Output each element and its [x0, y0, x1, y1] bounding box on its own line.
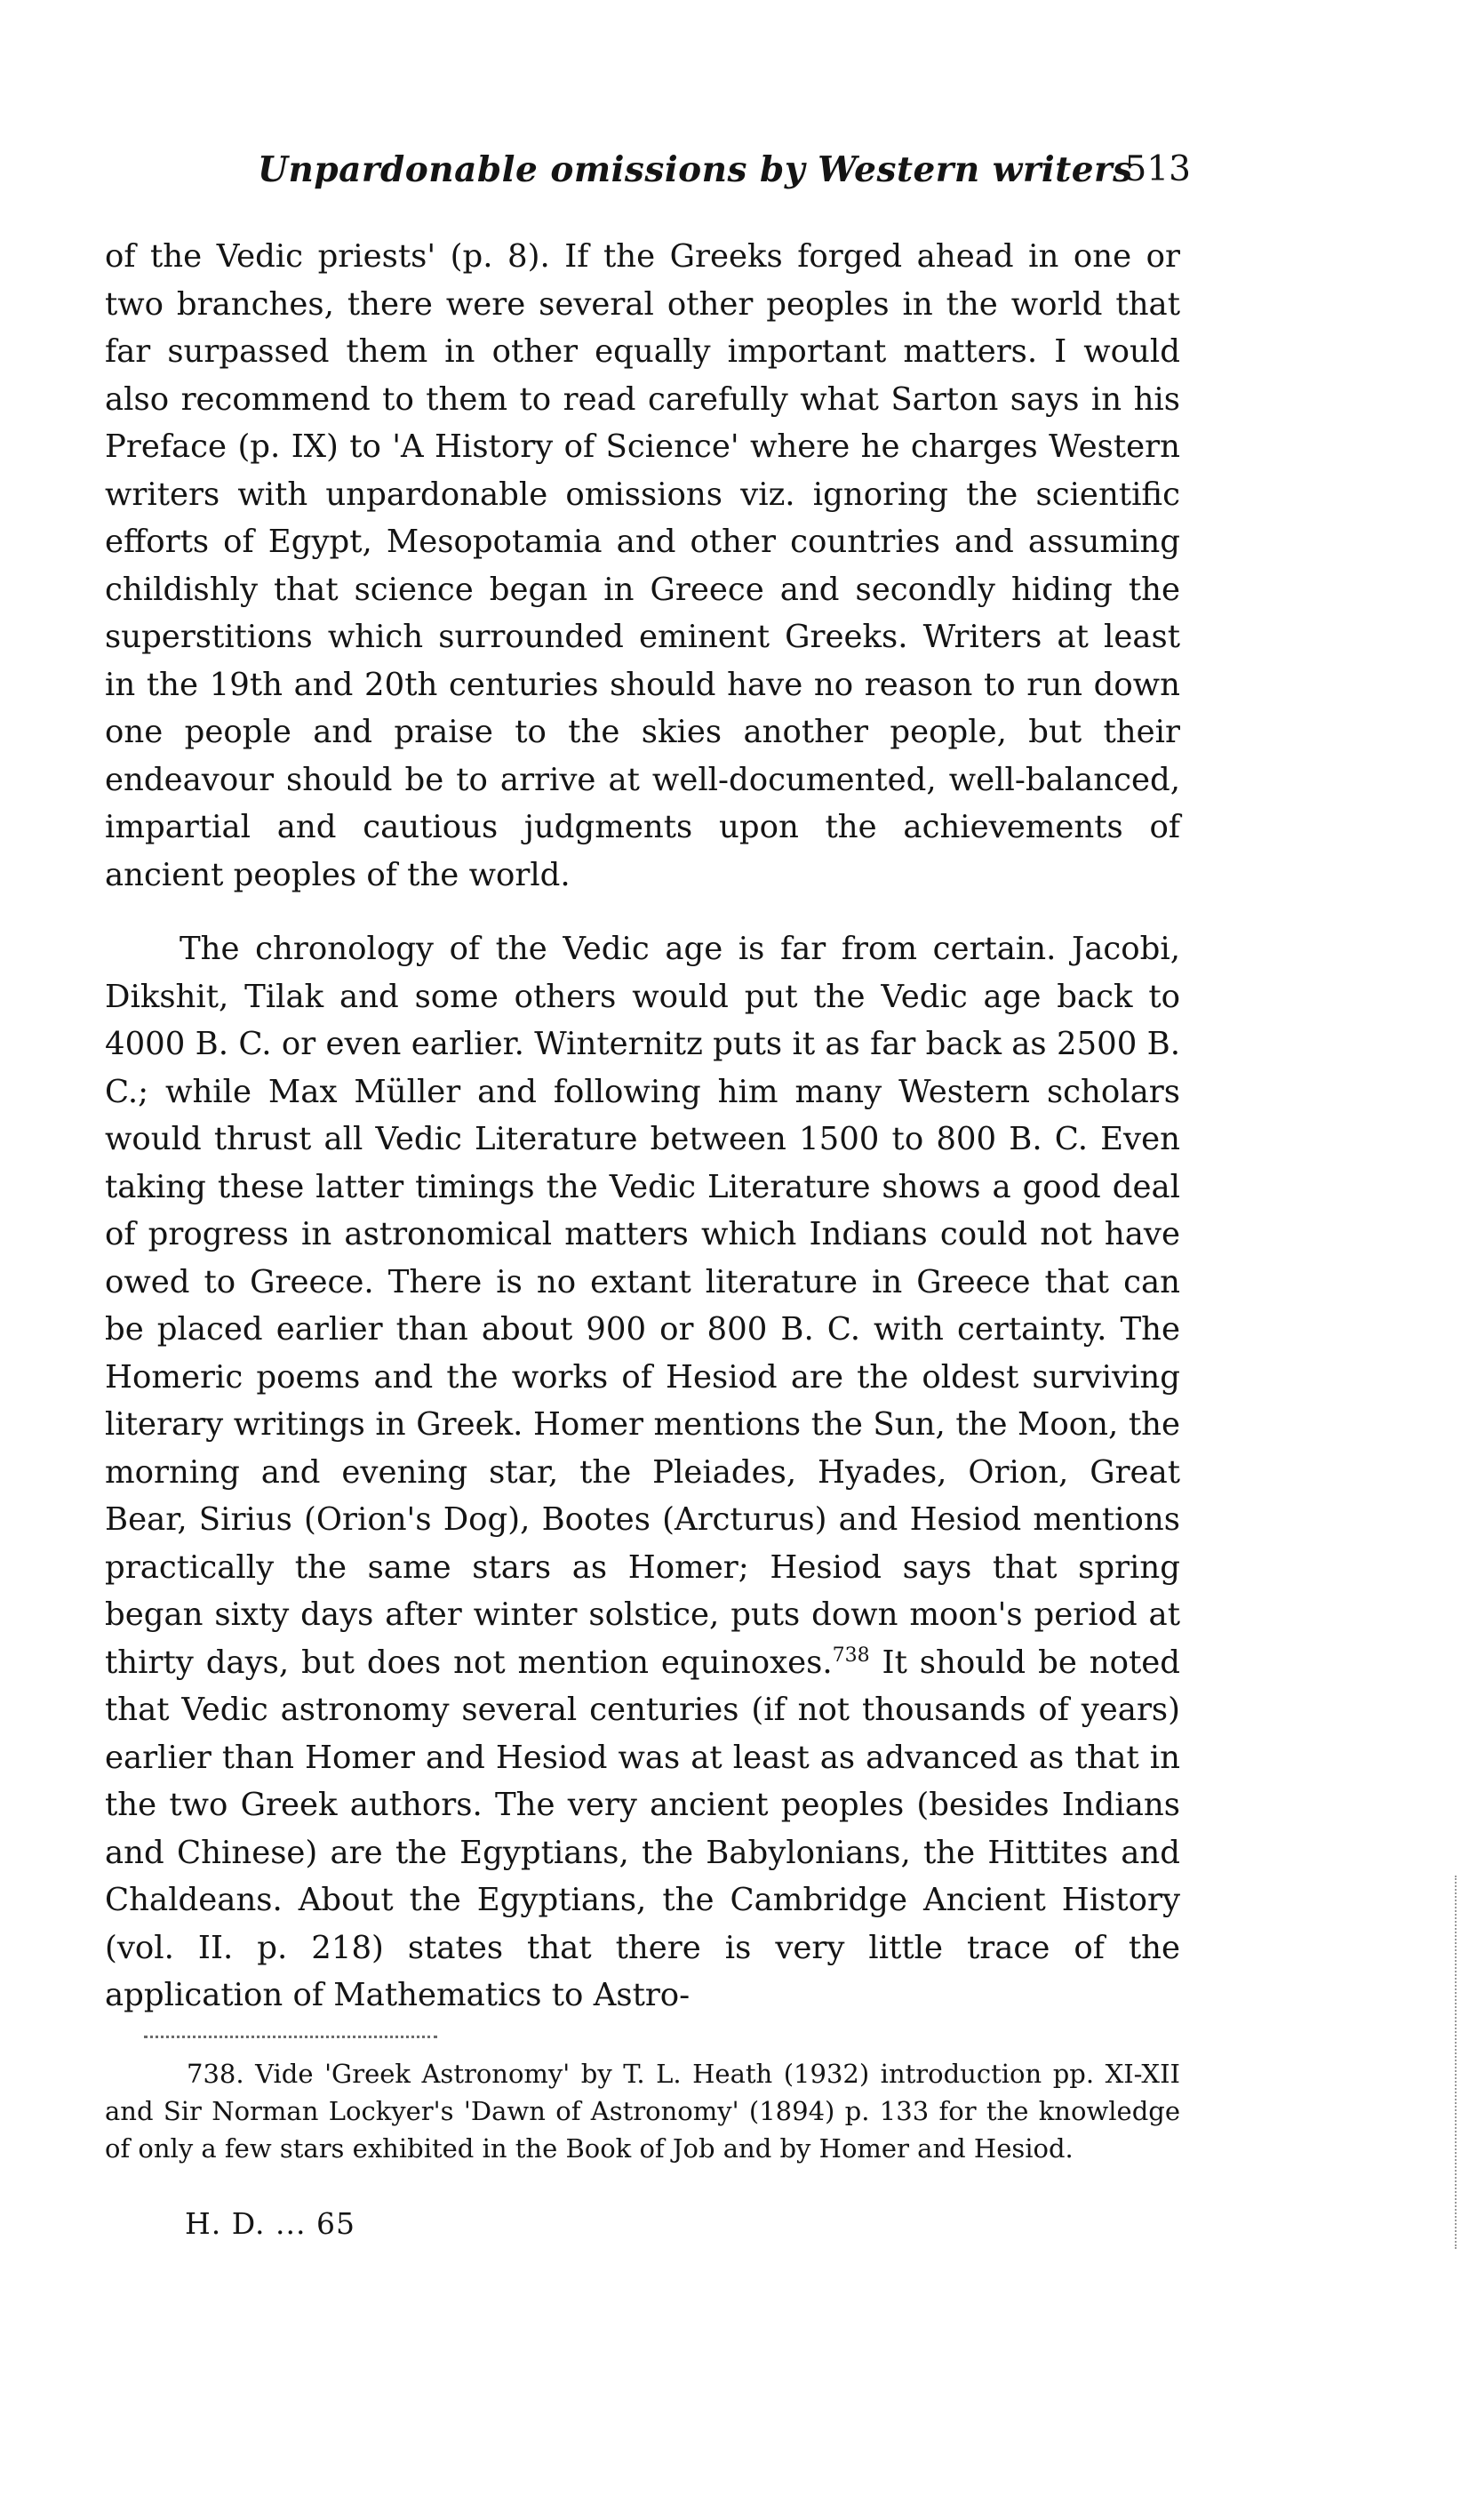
running-head [258, 149, 1191, 212]
paragraph-2 [105, 925, 1180, 2020]
running-title: Unpardonable omissions by Western writers [258, 149, 1133, 190]
page-number: 513 [1124, 149, 1191, 189]
printer-signature-mark: H. D. ... 65 [185, 2206, 355, 2241]
margin-dotted-line [1455, 1876, 1457, 2249]
body-text [105, 233, 1180, 2020]
footnote-divider [144, 2036, 437, 2038]
footnotes [105, 2055, 1180, 2167]
paragraph-1: of the Vedic priests' (p. 8). If the Greeks forged ahead in one or two branches, there were several other peoples in the world that far surpassed them in other equally important matters. I would also recommend to them to read carefully what Sarton says in his Preface (p. IX) to 'A History of Science' where he charges Western writers with unpardonable omissions viz. ignoring the scientific efforts of Egypt, Mesopotamia and other countries and assuming childishly that science began in Greece and secondly hiding the superstitions which surrounded eminent Greeks. Writers at least in the 19th and 20th centuries should have no reason to run down one people and praise to the skies another people, but their endeavour should be to arrive at well-documented, well-balanced, impartial and cautious judgments upon the achievements of ancient peoples of the world. [105, 238, 1180, 893]
footnote-reference: 738 [832, 1644, 870, 1667]
paragraph-2-text-after-ref: It should be noted that Vedic astronomy several centuries (if not thousands of years) earlier than Homer and Hesiod was at least as advanced as that in the two Greek authors. The very ancient peoples (besides Indians and Chinese) are the Egyptians, the Babylonians, the Hittites and Chaldeans. About the Egyptians, the Cambridge Ancient History (vol. II. p. 218) states that there is very little trace of the application of Mathematics to Astro- [105, 1644, 1180, 2013]
paragraph-2-text-before-ref: The chronology of the Vedic age is far from certain. Jacobi, Dikshit, Tilak and some others would put the Vedic age back to 4000 B. C. or even earlier. Winternitz puts it as far back as 2500 B. C.; while Max Müller and following him many Western scholars would thrust all Vedic Literature between 1500 to 800 B. C. Even taking these latter timings the Vedic Literature shows a good deal of progress in astronomical matters which Indians could not have owed to Greece. There is no extant literature in Greece that can be placed earlier than about 900 or 800 B. C. with certainty. The Homeric poems and the works of Hesiod are the oldest surviving literary writings in Greek. Homer mentions the Sun, the Moon, the morning and evening star, the Pleiades, Hyades, Orion, Great Bear, Sirius (Orion's Dog), Bootes (Arcturus) and Hesiod mentions practically the same stars as Homer; Hesiod says that spring began sixty days after winter solstice, puts down moon's period at thirty days, but does not mention equinoxes. [105, 931, 1180, 1681]
footnote-738: 738. Vide 'Greek Astronomy' by T. L. Heath (1932) introduction pp. XI-XII and Sir Norman Lockyer's 'Dawn of Astronomy' (1894) p. 133 for the knowledge of only a few stars exhibited in the Book of Job and by Homer and Hesiod. [105, 2059, 1180, 2164]
